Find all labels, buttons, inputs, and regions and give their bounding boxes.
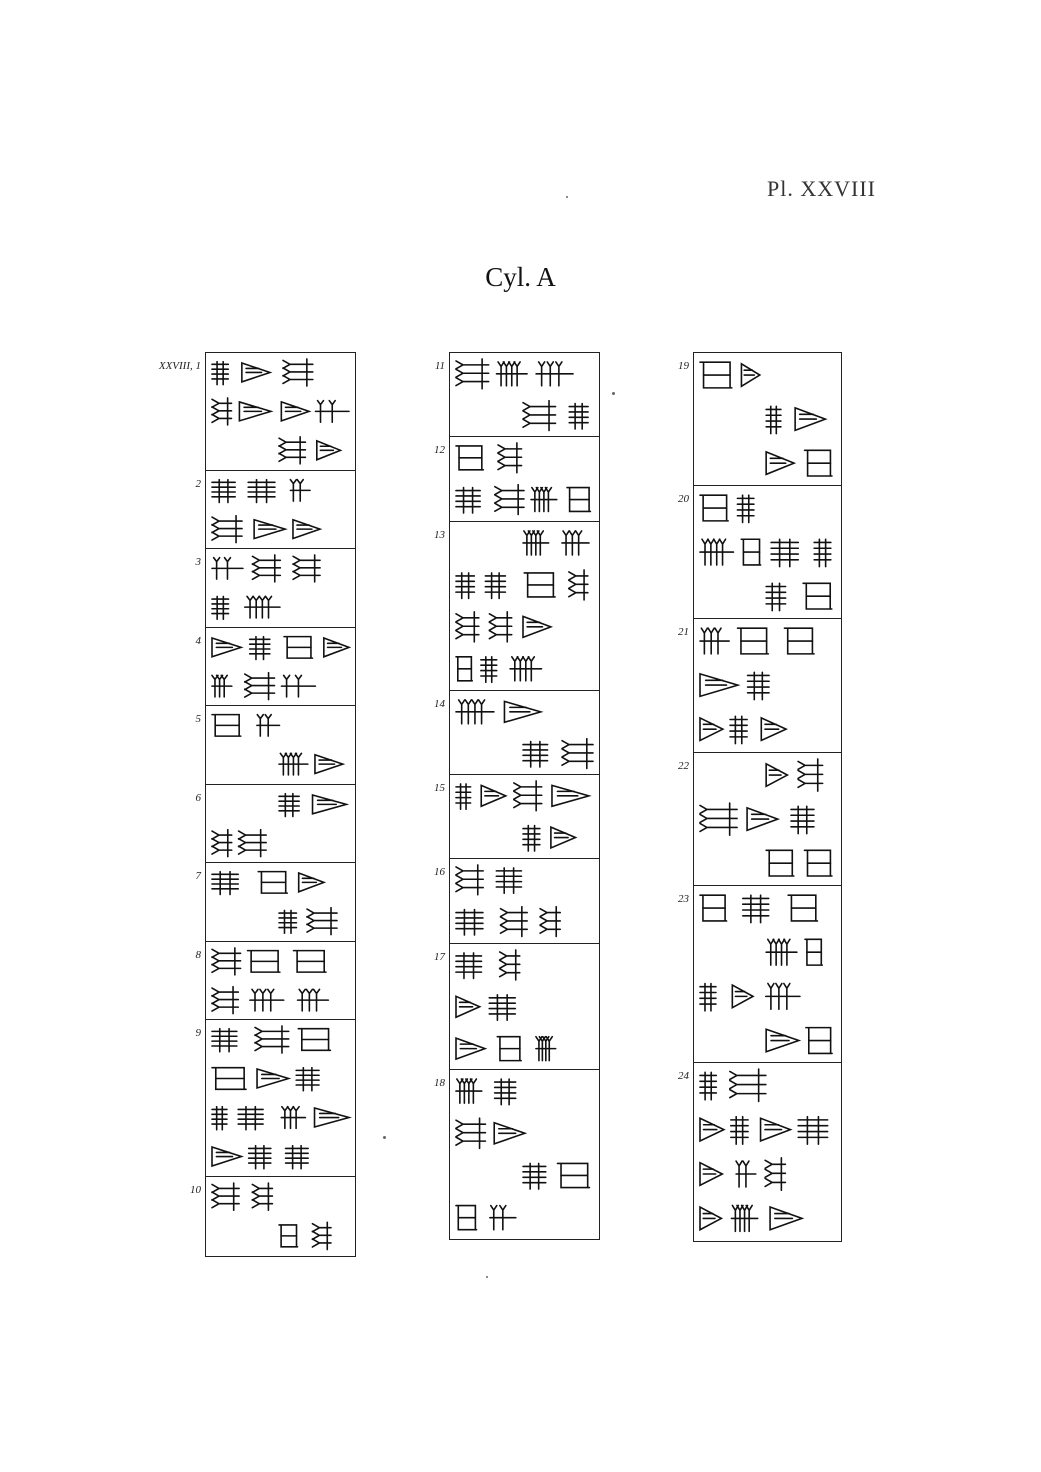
line-number: 13 bbox=[434, 528, 445, 541]
line-number: XXVIII, 1 bbox=[158, 360, 201, 372]
inscription-line bbox=[206, 1020, 355, 1177]
cuneiform-signs bbox=[206, 1177, 355, 1256]
cuneiform-signs bbox=[206, 1020, 355, 1176]
cuneiform-signs bbox=[206, 353, 355, 470]
scan-speck bbox=[383, 1136, 386, 1139]
cuneiform-signs bbox=[694, 353, 841, 485]
cuneiform-signs bbox=[206, 942, 355, 1020]
line-number: 14 bbox=[434, 697, 445, 710]
line-number: 5 bbox=[195, 713, 201, 726]
inscription-line bbox=[206, 942, 355, 1021]
inscription-line bbox=[694, 486, 841, 619]
line-number: 22 bbox=[678, 759, 689, 772]
line-number: 3 bbox=[195, 556, 201, 569]
inscription-line bbox=[450, 691, 599, 775]
cuneiform-signs bbox=[450, 859, 599, 942]
text-column-1 bbox=[205, 352, 356, 1257]
inscription-line bbox=[450, 353, 599, 437]
cuneiform-signs bbox=[450, 437, 599, 520]
line-number: 10 bbox=[190, 1184, 201, 1197]
inscription-line bbox=[206, 863, 355, 942]
inscription-line bbox=[694, 886, 841, 1064]
inscription-line bbox=[450, 1070, 599, 1239]
inscription-line bbox=[450, 859, 599, 943]
inscription-line bbox=[694, 753, 841, 886]
inscription-line bbox=[694, 353, 841, 486]
inscription-line bbox=[694, 1063, 841, 1241]
line-number: 9 bbox=[195, 1027, 201, 1040]
scan-speck bbox=[566, 196, 568, 198]
cuneiform-signs bbox=[694, 886, 841, 1063]
cuneiform-signs bbox=[450, 522, 599, 690]
inscription-line bbox=[450, 775, 599, 859]
scan-speck bbox=[486, 1276, 488, 1278]
page-title: Cyl. A bbox=[485, 262, 556, 292]
line-number: 6 bbox=[195, 791, 201, 804]
line-number: 21 bbox=[678, 626, 689, 639]
line-number: 12 bbox=[434, 444, 445, 457]
inscription-line bbox=[206, 353, 355, 471]
plate-label: Pl. XXVIII bbox=[767, 176, 876, 201]
line-number: 17 bbox=[434, 950, 445, 963]
inscription-line bbox=[450, 944, 599, 1071]
inscription-line bbox=[206, 471, 355, 550]
cuneiform-signs bbox=[450, 353, 599, 436]
inscription-line bbox=[450, 522, 599, 691]
cuneiform-signs bbox=[694, 486, 841, 618]
line-number: 20 bbox=[678, 493, 689, 506]
line-number: 15 bbox=[434, 781, 445, 794]
text-column-2 bbox=[449, 352, 600, 1240]
cuneiform-signs bbox=[206, 628, 355, 706]
cuneiform-signs bbox=[206, 549, 355, 627]
inscription-line bbox=[206, 549, 355, 628]
inscription-line bbox=[206, 1177, 355, 1256]
cuneiform-signs bbox=[450, 691, 599, 774]
line-number: 16 bbox=[434, 866, 445, 879]
cuneiform-signs bbox=[450, 775, 599, 858]
line-number: 4 bbox=[195, 634, 201, 647]
cuneiform-signs bbox=[206, 706, 355, 784]
line-number: 23 bbox=[678, 892, 689, 905]
line-number: 18 bbox=[434, 1077, 445, 1090]
cuneiform-signs bbox=[206, 471, 355, 549]
cuneiform-signs bbox=[206, 785, 355, 863]
inscription-line bbox=[450, 437, 599, 521]
cuneiform-signs bbox=[450, 944, 599, 1070]
cuneiform-signs bbox=[694, 619, 841, 751]
line-number: 2 bbox=[195, 477, 201, 490]
cuneiform-signs bbox=[694, 1063, 841, 1241]
cuneiform-signs bbox=[450, 1070, 599, 1239]
line-number: 7 bbox=[195, 870, 201, 883]
inscription-line bbox=[206, 785, 355, 864]
inscription-line bbox=[206, 628, 355, 707]
text-column-3 bbox=[693, 352, 842, 1242]
line-number: 8 bbox=[195, 948, 201, 961]
line-number: 11 bbox=[434, 360, 445, 372]
cuneiform-signs bbox=[206, 863, 355, 941]
line-number: 24 bbox=[678, 1070, 689, 1083]
scan-speck bbox=[612, 392, 615, 395]
cuneiform-signs bbox=[694, 753, 841, 885]
inscription-line bbox=[206, 706, 355, 785]
inscription-line bbox=[694, 619, 841, 752]
line-number: 19 bbox=[678, 360, 689, 372]
